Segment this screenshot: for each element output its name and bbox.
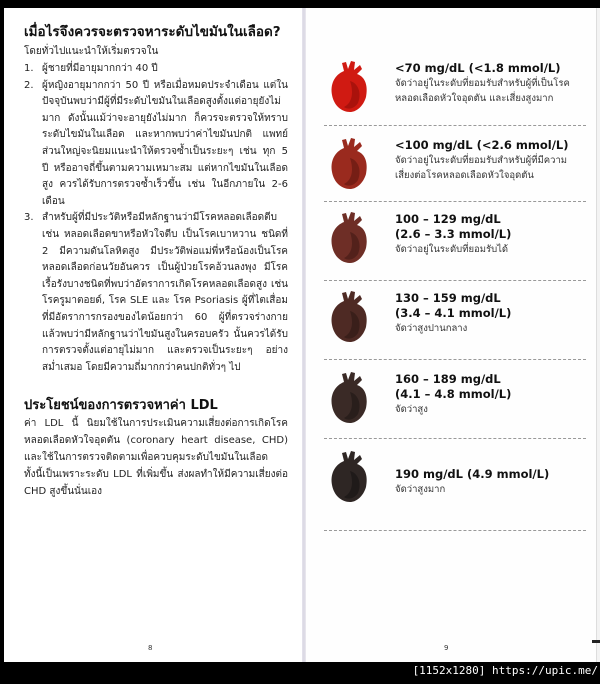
ldl-description: จัดว่าอยู่ในระดับที่ยอมรับสำหรับผู้ที่เป็นโรคหลอดเลือดหัวใจอุดตัน และเสี่ยงสูงมาก bbox=[395, 78, 570, 104]
ldl-description: จัดว่าอยู่ในระดับที่ยอมรับสำหรับผู้ที่มีความเสี่ยงต่อโรคหลอดเลือดหัวใจอุดตัน bbox=[395, 155, 568, 181]
ldl-value-mmol: (4.1 – 4.8 mmol/L) bbox=[395, 387, 512, 401]
ldl-body-text: ค่า LDL นี้ นิยมใช้ในการประเมินความเสี่ยงต่อการเกิดโรคหลอดเลือดหัวใจอุดตัน (coronary heart disease, CHD) และใช้ในการตรวจติดตามเพื่อควบคุมระดับไขมันในเลือด ทั้งนี้เป็นเพราะระดับ LDL ที่เพิ่มขึ้น ส่งผลทำให้มีความเสี่ยงต่อ CHD สูงขึ้นนั่นเอง bbox=[24, 418, 288, 498]
ldl-level-row bbox=[324, 126, 586, 202]
ldl-value-mmol: (3.4 – 4.1 mmol/L) bbox=[395, 306, 512, 320]
ldl-value: 130 – 159 mg/dL bbox=[395, 291, 501, 305]
scanned-booklet-spread bbox=[4, 8, 600, 662]
heart-icon bbox=[330, 451, 370, 503]
recommendation-list bbox=[24, 61, 288, 376]
list-item bbox=[24, 61, 288, 78]
ldl-description: จัดว่าสูงปานกลาง bbox=[395, 323, 468, 334]
ldl-level-list bbox=[324, 48, 586, 531]
ldl-level-row bbox=[324, 281, 586, 360]
left-page-content bbox=[24, 23, 288, 500]
list-number: 2. bbox=[24, 79, 34, 91]
page-number-right: 9 bbox=[444, 644, 449, 652]
ldl-level-row bbox=[324, 48, 586, 126]
level-info bbox=[395, 291, 586, 336]
list-item bbox=[24, 78, 288, 211]
ldl-level-row bbox=[324, 360, 586, 439]
list-text: สำหรับผู้ที่มีประวัติหรือมีหลักฐานว่ามีโรคหลอดเลือดตีบ เช่น หลอดเลือดขาหรือหัวใจตีบ เป็นโรคเบาหวาน ชนิดที่ 2 มีความดันโลหิตสูง มีประวัติพ่อแม่พี่หรือน้องเป็นโรคหลอดเลือดก่อนวัยอันควร เป็นผู้ป่วยโรคอ้วนลงพุง มีโรคเรื้อรังบางชนิดที่พบว่าอัตราการเกิดโรคหลอดเลือดสูง เช่น โรครูมาตอยด์, โรค SLE และ โรค Psoriasis ผู้ที่ไตเสื่อมที่มีอัตราการกรองของไตน้อยกว่า 60 ผู้ที่ตรวจร่างกายแล้วพบว่ามีหลักฐานว่าไขมันสูงในครอบครัว นั้นควรได้รับการตรวจตั้งแต่อายุไม่มาก และตรวจเป็นระยะๆ อย่างสม่ำเสมอ โดยมีความถี่มากกว่าคนปกติทั่วๆ ไป bbox=[42, 212, 288, 373]
page-edge bbox=[596, 8, 600, 662]
ldl-description: จัดว่าอยู่ในระดับที่ยอมรับได้ bbox=[395, 244, 509, 255]
level-info bbox=[395, 212, 586, 257]
level-info bbox=[395, 61, 586, 106]
ldl-value: 160 – 189 mg/dL bbox=[395, 372, 501, 386]
ldl-value: <100 mg/dL (<2.6 mmol/L) bbox=[395, 138, 569, 152]
level-info bbox=[395, 451, 586, 497]
heart-icon bbox=[330, 372, 370, 424]
ldl-value: 100 – 129 mg/dL bbox=[395, 212, 501, 226]
intro-text: โดยทั่วไปแนะนำให้เริ่มตรวจใน bbox=[24, 46, 159, 57]
list-item bbox=[24, 210, 288, 376]
ldl-value: 190 mg/dL (4.9 mmol/L) bbox=[395, 467, 550, 481]
heart-icon bbox=[330, 61, 370, 113]
section-heading-ldl: ประโยชน์ของการตรวจหาค่า LDL bbox=[24, 398, 218, 414]
heart-icon bbox=[330, 212, 370, 264]
ldl-value-mmol: (2.6 – 3.3 mmol/L) bbox=[395, 227, 512, 241]
ldl-description: จัดว่าสูงมาก bbox=[395, 484, 446, 495]
page-title: เมื่อไรจึงควรจะตรวจหาระดับไขมันในเลือด? bbox=[24, 24, 281, 40]
page-number-left: 8 bbox=[148, 644, 153, 652]
ldl-level-row bbox=[324, 202, 586, 281]
list-text: ผู้ชายที่มีอายุมากกว่า 40 ปี bbox=[42, 63, 158, 74]
ldl-description: จัดว่าสูง bbox=[395, 404, 428, 415]
ldl-level-row bbox=[324, 439, 586, 531]
list-number: 1. bbox=[24, 63, 34, 74]
list-text: ผู้หญิงอายุมากกว่า 50 ปี หรือเมื่อหมดประจำเดือน แต่ในปัจจุบันพบว่ามีผู้ที่มีระดับไขมันในเลือดสูงตั้งแต่อายุยังไม่มาก ดังนั้นแม้ว่าจะอายุยังไม่มาก ก็ควรจะตรวจให้ทราบระดับไขมันในเลือด และหากพบว่าค่าไขมันปกติ แพทย์ส่วนใหญ่จะนิยมแนะนำให้ตรวจซ้ำเป็นระยะๆ เช่น ทุก 5 ปี หรืออาจถี่ขึ้นตามความเหมาะสม แต่หากไขมันในเลือดสูง ควรได้รับการตรวจซ้ำเร็วขึ้น เช่น ในอีกภายใน 2-6 เดือน bbox=[42, 79, 288, 207]
left-page bbox=[4, 8, 302, 662]
level-info bbox=[395, 372, 586, 417]
scan-mark bbox=[592, 640, 600, 643]
heart-icon bbox=[330, 138, 370, 190]
ldl-value: <70 mg/dL (<1.8 mmol/L) bbox=[395, 61, 561, 75]
watermark-text: [1152x1280] https://upic.me/ bbox=[412, 664, 598, 677]
level-info bbox=[395, 138, 586, 183]
list-number: 3. bbox=[24, 212, 34, 224]
heart-icon bbox=[330, 291, 370, 343]
